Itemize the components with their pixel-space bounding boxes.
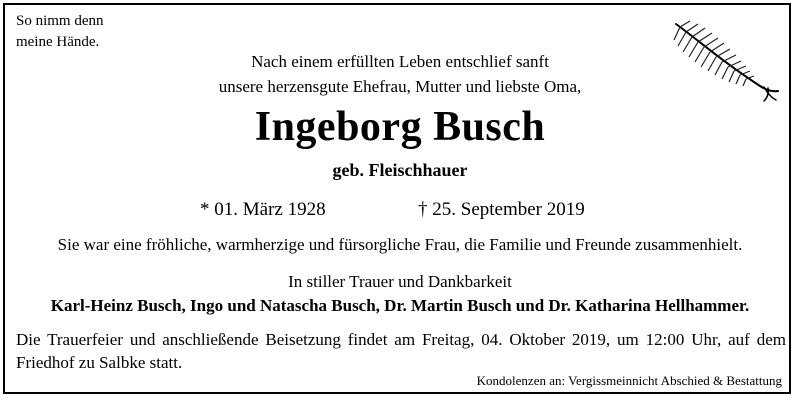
deceased-name: Ingeborg Busch [254,104,546,150]
service-details: Die Trauerfeier und anschließende Beisetzung findet am Freitag, 04. Oktober 2019, um 12:00 Uhr, auf dem Friedhof zu Salbke statt. [16,330,786,372]
maiden-name: geb. Fleischhauer [332,160,468,180]
mourning-line: In stiller Trauer und Dankbarkeit [288,272,512,291]
death-date: † 25. September 2019 [418,199,585,220]
verse-line-1: So nimm denn [16,13,104,29]
verse [16,11,104,53]
birth-date: * 01. März 1928 [200,199,326,220]
mourners-list: Karl-Heinz Busch, Ingo und Natascha Busch, Dr. Martin Busch und Dr. Katharina Hellhammer. [50,296,750,315]
tribute-text: Sie war eine fröhliche, warmherzige und fürsorgliche Frau, die Familie und Freunde zusammenhielt. [57,235,743,254]
intro-line-2: unsere herzensgute Ehefrau, Mutter und liebste Oma, [218,77,582,96]
condolences-line: Kondolenzen an: Vergissmeinnicht Abschied & Bestattung [476,373,782,388]
intro-line-1: Nach einem erfüllten Leben entschlief sanft [251,52,549,71]
verse-line-2: meine Hände. [16,34,100,50]
